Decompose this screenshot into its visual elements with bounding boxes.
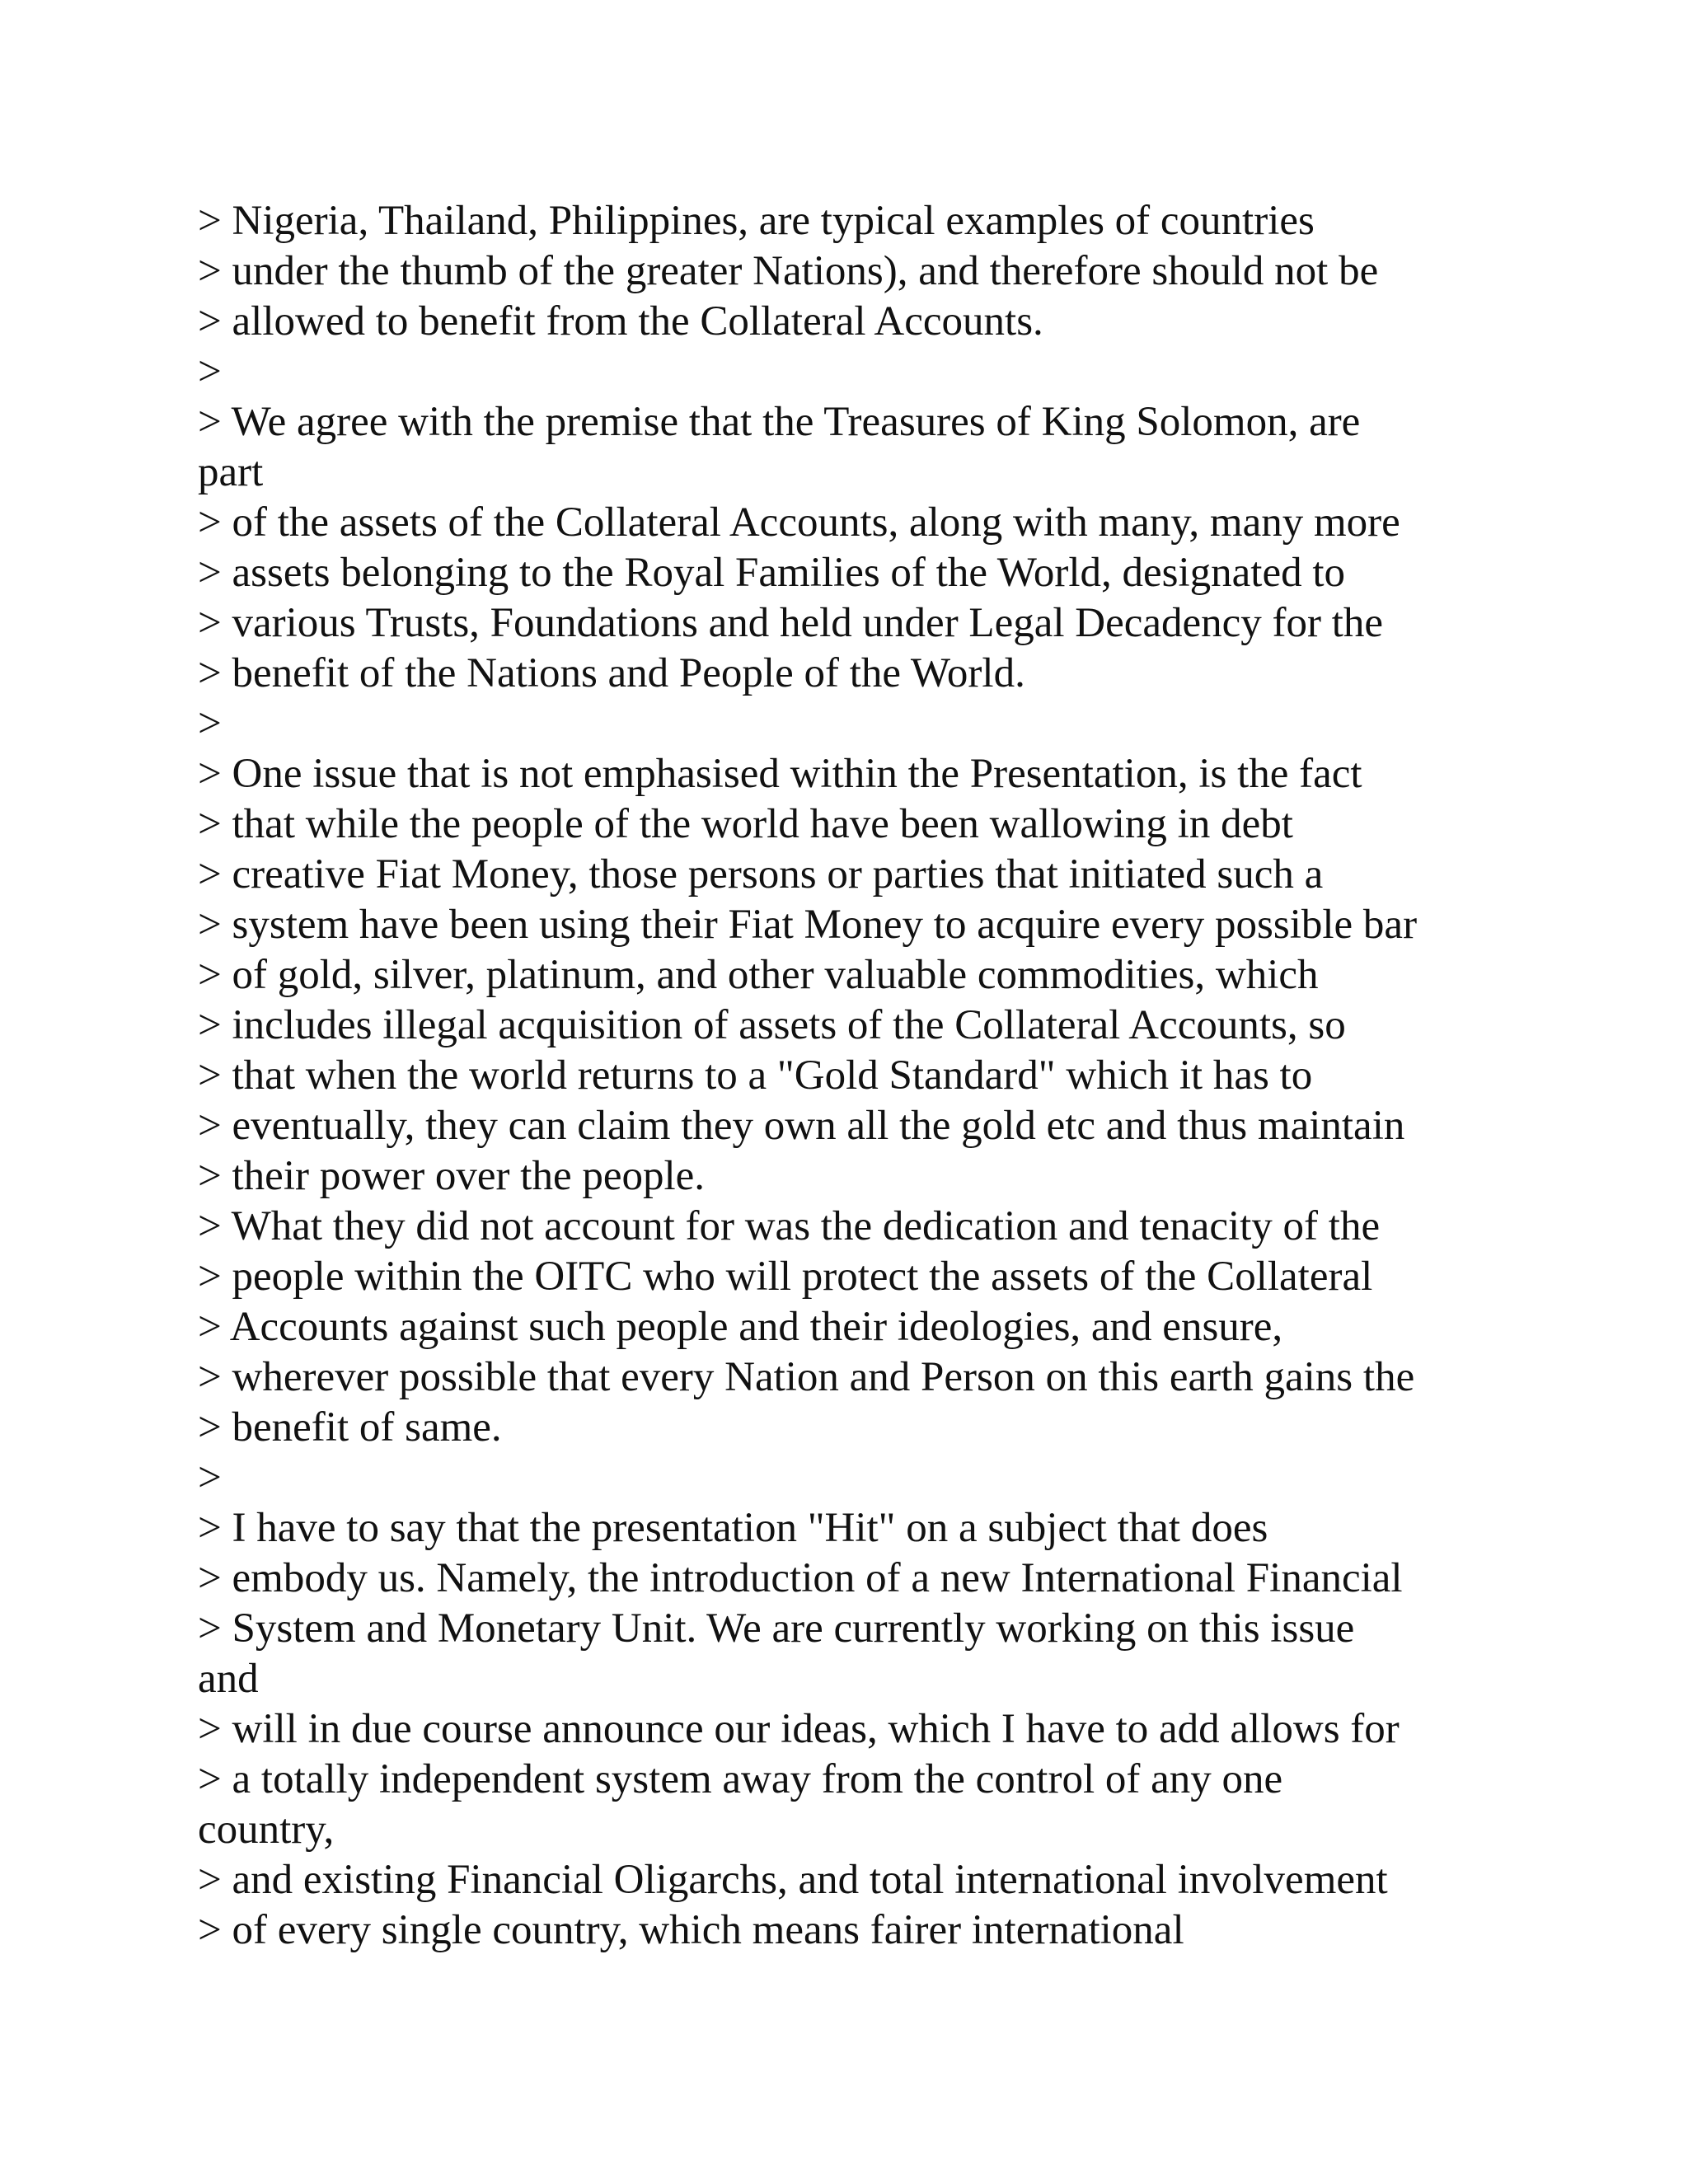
text-line: > One issue that is not emphasised within the Presentation, is the fact — [198, 751, 1362, 797]
text-line: > benefit of the Nations and People of the World. — [198, 650, 1025, 696]
email-quoted-text — [198, 196, 1517, 1956]
text-line: > What they did not account for was the dedication and tenacity of the — [198, 1203, 1381, 1249]
text-line: > We agree with the premise that the Treasures of King Solomon, are — [198, 399, 1361, 445]
text-line: > allowed to benefit from the Collateral Accounts. — [198, 298, 1043, 344]
text-line: > that while the people of the world have been wallowing in debt — [198, 801, 1293, 847]
text-line: > under the thumb of the greater Nations), and therefore should not be — [198, 248, 1379, 294]
text-line: > includes illegal acquisition of assets of the Collateral Accounts, so — [198, 1002, 1346, 1048]
text-line: > various Trusts, Foundations and held under Legal Decadency for the — [198, 600, 1384, 646]
text-line: > a totally independent system away from the control of any one — [198, 1756, 1283, 1802]
text-line: > people within the OITC who will protect the assets of the Collateral — [198, 1254, 1373, 1300]
text-line: > that when the world returns to a "Gold Standard" which it has to — [198, 1052, 1313, 1099]
text-line: > of every single country, which means fairer international — [198, 1907, 1184, 1953]
text-line: > — [198, 701, 222, 747]
text-line: > assets belonging to the Royal Families of the World, designated to — [198, 550, 1346, 596]
text-line: > embody us. Namely, the introduction of a new International Financial — [198, 1555, 1403, 1601]
text-line: part — [198, 449, 264, 495]
text-line: > — [198, 349, 222, 395]
text-line: > of gold, silver, platinum, and other valuable commodities, which — [198, 952, 1319, 998]
text-line: > Accounts against such people and their ideologies, and ensure, — [198, 1304, 1283, 1350]
text-line: and — [198, 1656, 259, 1702]
text-line: > — [198, 1455, 222, 1501]
text-line: > system have been using their Fiat Money to acquire every possible bar — [198, 902, 1418, 948]
text-line: > eventually, they can claim they own all the gold etc and thus maintain — [198, 1103, 1405, 1149]
text-line: > benefit of same. — [198, 1404, 502, 1451]
text-line: country, — [198, 1807, 335, 1853]
text-line: > of the assets of the Collateral Accounts, along with many, many more — [198, 499, 1400, 546]
text-line: > creative Fiat Money, those persons or parties that initiated such a — [198, 851, 1324, 898]
text-line: > wherever possible that every Nation and Person on this earth gains the — [198, 1354, 1415, 1400]
text-line: > and existing Financial Oligarchs, and total international involvement — [198, 1857, 1388, 1903]
text-line: > will in due course announce our ideas, which I have to add allows for — [198, 1706, 1400, 1752]
text-line: > I have to say that the presentation "Hit" on a subject that does — [198, 1505, 1268, 1551]
text-line: > their power over the people. — [198, 1153, 706, 1199]
text-line: > System and Monetary Unit. We are currently working on this issue — [198, 1605, 1355, 1652]
text-line: > Nigeria, Thailand, Philippines, are typical examples of countries — [198, 198, 1315, 244]
